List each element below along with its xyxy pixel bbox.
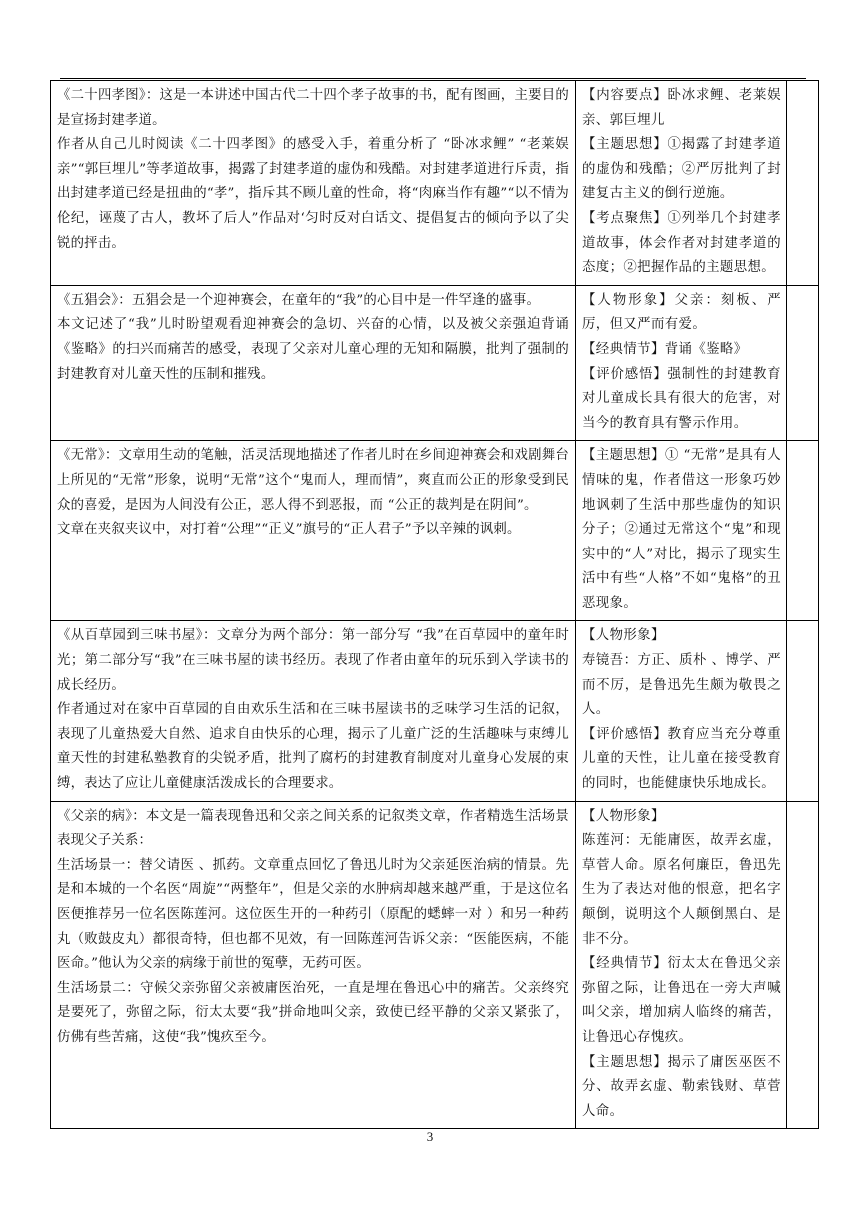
page-number: 3 <box>426 1129 434 1144</box>
top-rule <box>60 78 806 79</box>
summary-cell <box>51 81 576 286</box>
key-point: 【人物形象】父亲：刻板、严厉，但又严而有爱。 <box>582 292 781 333</box>
key-points-cell <box>576 621 787 801</box>
table-row <box>51 801 819 1129</box>
summary-paragraph: 本文记述了“我”儿时盼望观看迎神赛会的急切、兴奋的心情，以及被父亲强迫背诵《鉴略》的扫兴而痛苦的感受，表现了父亲对儿童心理的无知和隔膜，批判了强制的封建教育对儿童天性的压制和摧残。 <box>57 317 569 382</box>
summary-paragraph: 《无常》：文章用生动的笔触，活灵活现地描述了作者儿时在乡间迎神赛会和戏剧舞台上所见的“无常”形象，说明“无常”这个“鬼而人，理而情”，爽直而公正的形象受到民众的喜爱，是因为人间没有公正，恶人得不到恶报，而 “公正的裁判是在阴间”。 <box>57 448 569 513</box>
summary-cell <box>51 285 576 441</box>
key-point: 寿镜吾：方正、质朴 、博学、严而不厉，是鲁迅先生颇为敬畏之人。 <box>582 653 781 718</box>
table-row <box>51 441 819 621</box>
key-point: 【考点聚焦】①列举几个封建孝道故事，体会作者对封建孝道的态度；②把握作品的主题思想。 <box>582 210 781 276</box>
key-point: 【主题思想】揭示了庸医巫医不分、故弄玄虚、勒索钱财、草菅人命。 <box>582 1054 781 1119</box>
summary-paragraph: 生活场景一：替父请医 、抓药。文章重点回忆了鲁迅儿时为父亲延医治病的情景。先是和本城的一个名医“周旋”“两整年”，但是父亲的水肿病却越来越严重，于是这位名医便推荐另一位名医陈莲河。这位医生开的一种药引（原配的蟋蟀一对 ）和另一种药丸（败鼓皮丸）都很奇特，但也都不见效，有一回陈莲河告诉父亲：“医能医病，不能医命。”他认为父亲的病缘于前世的冤孽，无药可医。 <box>57 857 569 972</box>
blank-cell <box>787 81 819 286</box>
blank-cell <box>787 285 819 441</box>
table-row <box>51 621 819 801</box>
key-point: 【经典情节】背诵《鉴略》 <box>582 341 748 357</box>
key-points-cell <box>576 801 787 1129</box>
summary-cell <box>51 621 576 801</box>
summary-paragraph: 《父亲的病》：本文是一篇表现鲁迅和父亲之间关系的记叙类文章，作者精选生活场景表现父子关系： <box>57 808 569 849</box>
summary-paragraph: 作者从自己儿时阅读《二十四孝图》的感受入手，着重分析了 “卧冰求鲤” “老莱娱亲”“郭巨埋儿”等孝道故事，揭露了封建孝道的虚伪和残酷。对封建孝道进行斥责，指出封建孝道已经是扭曲的“孝”，指斥其不顾儿童的性命，将“肉麻当作有趣”“以不情为伦纪，诬蔑了古人，教坏了后人”作品对‘匀时反对白话文、提倡复古的倾向予以了尖锐的抨击。 <box>57 137 569 251</box>
key-point: 【经典情节】衍太太在鲁迅父亲弥留之际，让鲁迅在一旁大声喊叫父亲，增加病人临终的痛苦，让鲁迅心存愧疚。 <box>582 956 781 1045</box>
summary-paragraph: 文章在夹叙夹议中，对打着“公理”“正义”旗号的“正人君子”予以辛辣的讽刺。 <box>57 522 521 538</box>
table-row <box>51 285 819 441</box>
summary-paragraph: 《五猖会》：五猖会是一个迎神赛会，在童年的“我”的心目中是一件罕逢的盛事。 <box>57 292 541 308</box>
key-point: 【人物形象】 <box>582 628 665 644</box>
key-points-cell <box>576 81 787 286</box>
summary-cell <box>51 441 576 621</box>
key-point: 【主题思想】① “无常”是具有人情味的鬼，作者借这一形象巧妙地讽刺了生活中那些虚伪的知识分子；②通过无常这个“鬼”和现实中的“人”对比，揭示了现实生活中有些“人格”不如“鬼格”的丑恶现象。 <box>582 448 781 611</box>
key-point: 【主题思想】①揭露了封建孝道的虚伪和残酷；②严厉批判了封建复古主义的倒行逆施。 <box>582 137 781 202</box>
summary-paragraph: 《二十四孝图》：这是一本讲述中国古代二十四个孝子故事的书，配有图画，主要目的是宣扬封建孝道。 <box>57 88 569 128</box>
summary-paragraph: 作者通过对在家中百草园的自由欢乐生活和在三味书屋读书的乏味学习生活的记叙，表现了儿童热爱大自然、追求自由快乐的心理，揭示了儿童广泛的生活趣味与束缚儿童天性的封建私塾教育的尖锐矛盾，批判了腐朽的封建教育制度对儿童身心发展的束缚，表达了应让儿童健康活泼成长的合理要求。 <box>57 702 569 792</box>
key-point: 【评价感悟】强制性的封建教育对儿童成长具有很大的危害，对当今的教育具有警示作用。 <box>582 366 781 431</box>
key-points-cell <box>576 441 787 621</box>
summary-cell <box>51 801 576 1129</box>
summary-paragraph: 生活场景二：守候父亲弥留父亲被庸医治死，一直是埋在鲁迅心中的痛苦。父亲终究是要死了，弥留之际，衍太太要“我”拼命地叫父亲，致使已经平静的父亲又紧张了，仿佛有些苦痛，这使“我”愧疚至今。 <box>57 980 569 1045</box>
blank-cell <box>787 621 819 801</box>
notes-table <box>50 80 819 1129</box>
key-point: 【内容要点】卧冰求鲤、老莱娱亲、郭巨埋儿 <box>582 88 781 128</box>
key-point: 【人物形象】 <box>582 808 665 824</box>
blank-cell <box>787 441 819 621</box>
blank-cell <box>787 801 819 1129</box>
key-point: 【评价感悟】教育应当充分尊重儿童的天性，让儿童在接受教育的同时，也能健康快乐地成长。 <box>582 726 781 792</box>
key-point: 陈莲河：无能庸医，故弄玄虚，草菅人命。原名何廉臣，鲁迅先生为了表达对他的恨意，把名字颠倒，说明这个人颠倒黑白、是非不分。 <box>582 833 781 947</box>
table-row <box>51 81 819 286</box>
key-points-cell <box>576 285 787 441</box>
summary-paragraph: 《从百草园到三味书屋》：文章分为两个部分：第一部分写 “我”在百草园中的童年时光；第二部分写“我”在三味书屋的读书经历。表现了作者由童年的玩乐到入学读书的成长经历。 <box>57 628 569 693</box>
